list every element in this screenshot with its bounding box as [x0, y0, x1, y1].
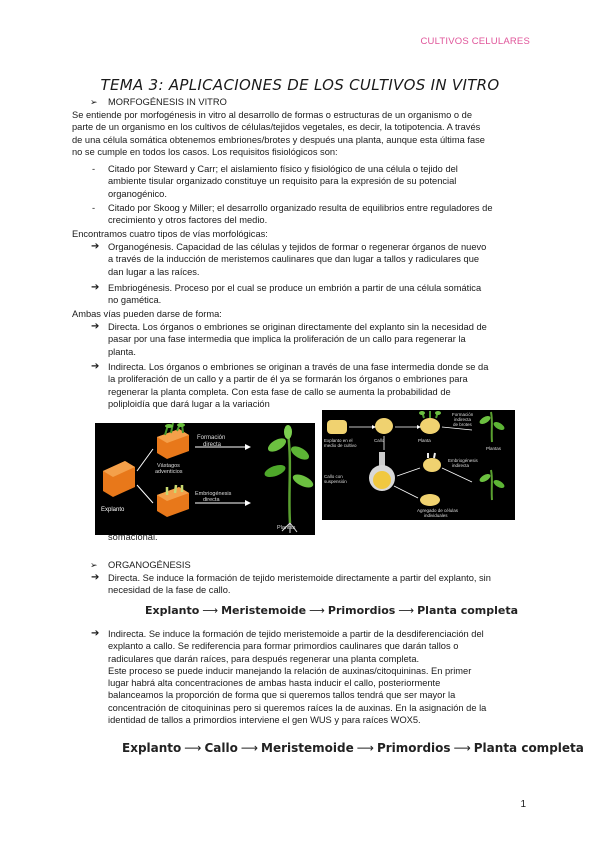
fig2-label-formacion: Formación — [452, 412, 474, 417]
fig2-label-callo: Callo — [374, 438, 385, 443]
fig2-label-plantas: Plantas — [486, 446, 502, 451]
fig1-label-embriogenesis: Embriogénesis — [195, 491, 232, 497]
fig1-label-directa2: directa — [203, 497, 220, 503]
page-number: 1 — [520, 799, 526, 810]
fig2-label-individuales: individuales — [424, 513, 448, 518]
figure-direct-formation — [95, 423, 315, 535]
paragraph-ambas: Ambas vías pueden darse de forma: — [72, 309, 222, 319]
fig2-label-medio: medio de cultivo — [324, 443, 357, 448]
flow-indirect: Explanto ⟶ Callo ⟶ Meristemoide ⟶ Primordios ⟶ Planta completa — [122, 741, 584, 755]
fig1-label-adventicios: adventicios — [155, 469, 183, 475]
fig2-label-brotes: de brotes — [453, 422, 472, 427]
bullet-directa: ➔ Directa. Los órganos o embriones se originan directamente del explanto sin la necesidad de pasar por una fase intermedia que implica la proliferación de un callo para regenerar la planta. — [91, 321, 487, 357]
fig2-label-explanto: Explanto en el — [324, 438, 353, 443]
fig1-label-directa: directa — [203, 442, 222, 448]
header-label: CULTIVOS CELULARES — [420, 36, 530, 47]
bullet-embriogenesis: ➔ Embriogénesis. Proceso por el cual se produce un embrión a partir de una célula somática no gamética. — [91, 282, 482, 306]
continuation-somaclonal: somaclonal. — [108, 532, 158, 542]
fig2-label-agregado: Agregado de células — [417, 508, 459, 513]
fig2-label-callo-con: Callo con — [324, 474, 343, 479]
fig2-label-indirecta: indirecta — [454, 417, 472, 422]
fig1-label-vastagos: Vástagos — [157, 463, 180, 469]
flow-direct: Explanto ⟶ Meristemoide ⟶ Primordios ⟶ Planta completa — [145, 604, 519, 617]
fig2-label-embriogenesis: Embriogénesis — [448, 458, 478, 463]
bullet-indirecta-organogenesis: ➔ Indirecta. Se induce la formación de tejido meristemoide a partir de la desdiferenciación del explanto a callo. Se rediferencia para formar primordios caulinares que darán tallos o radiculares que darán raíces, para después regenerar una planta completa. Este proceso se puede inducir manejando la relación de auxinas/citoquininas. En primer lugar habrá alta concentraciones de ambas hasta inducir el callo, posteriormente balanceamos la proporción de forma que si queremos tallos tendrá que ser mayor la concentración de citoquininas pero si queremos raíces la de auxinas. En la asignación de la identidad de tallos a primordios interviene el gen WUS y para raíces WOX5. — [91, 628, 487, 726]
fig1-label-plantas: Plantas — [277, 525, 296, 531]
requirement-1: - Citado por Steward y Carr; el aislamiento físico y fisiológico de una célula o tejido del ambiente tisular organizado constituye un requisito para la expresión de su potencial organogénico. — [92, 164, 458, 199]
fig2-label-suspension: suspensión — [324, 479, 347, 484]
fig2-label-indirecta2: indirecta — [452, 463, 470, 468]
fig1-label-formacion: Formación — [197, 435, 226, 441]
section-morfogenesis: ➢ MORFOGÉNESIS IN VITRO — [90, 97, 227, 107]
bullet-indirecta: ➔ Indirecta. Los órganos o embriones se originan a través de una fase intermedia donde se da la proliferación de un callo y a partir de él ya se formarán los órganos o embriones para regenerar la planta completa. Con esta fase de callo se aumenta la probabilidad de poliploidía que dará lugar a la variación — [91, 361, 489, 409]
figure-indirect-formation — [322, 410, 515, 520]
bullet-organogenesis: ➔ Organogénesis. Capacidad de las células y tejidos de formar o regenerar órganos de nuevo a través de la inducción de meristemos caulinares que dan lugar a tallos y radiculares que dan lugar a las raíces. — [91, 241, 487, 277]
page-title: TEMA 3: APLICACIONES DE LOS CULTIVOS IN VITRO — [100, 76, 500, 94]
bullet-directa-organogenesis: ➔ Directa. Se induce la formación de tejido meristemoide directamente a partir del explanto, sin necesidad de la fase de callo. — [91, 572, 491, 596]
paragraph-intro: Se entiende por morfogénesis in vitro al desarrollo de formas o estructuras de un organismo o de parte de un organismo en los cultivos de células/tejidos vegetales, es decir, la totipotencia. A través de una célula somática obtenemos embriones/brotes y después una planta, aunque esta última fase no se cumple en todos los casos. Los requisitos fisiológicos son: — [72, 110, 485, 157]
section-organogenesis: ➢ ORGANOGÉNESIS — [90, 560, 191, 570]
requirement-2: - Citado por Skoog y Miller; el desarrollo organizado resulta de equilibrios entre reguladores de crecimiento y otros factores del medio. — [92, 203, 493, 226]
paragraph-vias: Encontramos cuatro tipos de vías morfológicas: — [72, 229, 268, 239]
fig1-label-explanto: Explanto — [101, 507, 125, 513]
fig2-label-planta: Planta — [418, 438, 431, 443]
